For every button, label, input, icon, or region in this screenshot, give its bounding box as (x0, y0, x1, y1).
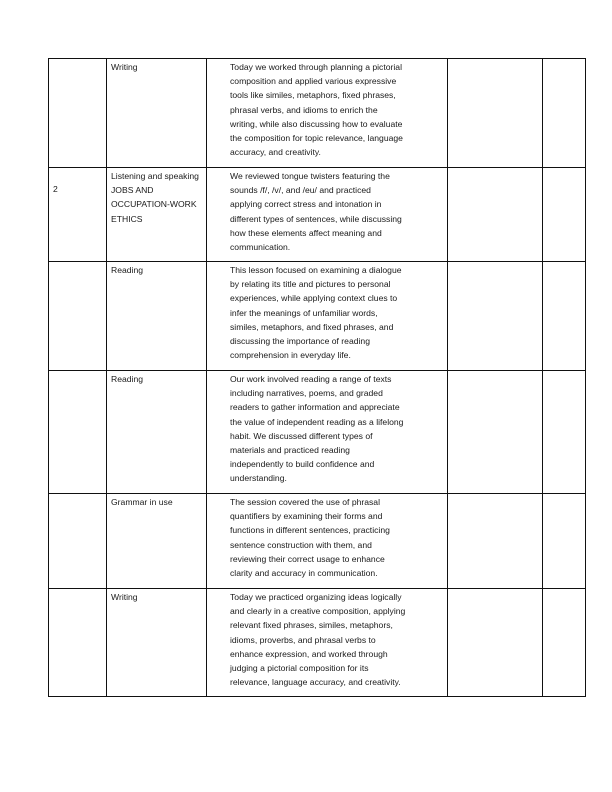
week-number-cell (49, 589, 107, 697)
summary-cell: Today we worked through planning a pictorial composition and applied various expressive tools like similes, metaphors, fixed phrases, phrasal verbs, and idioms to enrich the writing, while also discussing how to evaluate the composition for topic relevance, language accuracy, and creativity. (207, 59, 448, 168)
table-row (49, 59, 586, 168)
lesson-table (48, 58, 586, 697)
empty-cell (543, 494, 586, 589)
summary-cell: Today we practiced organizing ideas logically and clearly in a creative composition, applying relevant fixed phrases, similes, metaphors, idioms, proverbs, and phrasal verbs to enhance expression, and worked through judging a pictorial composition for its relevance, language accuracy, and creativity. (207, 589, 448, 697)
empty-cell (448, 589, 543, 697)
topic-cell: Writing (107, 59, 207, 168)
topic-cell: Reading (107, 371, 207, 494)
table-row (49, 168, 586, 262)
empty-cell (543, 262, 586, 371)
topic-cell: Listening and speaking JOBS AND OCCUPATION-WORK ETHICS (107, 168, 207, 262)
table-row (49, 371, 586, 494)
topic-cell: Writing (107, 589, 207, 697)
empty-cell (543, 589, 586, 697)
empty-cell (543, 371, 586, 494)
week-number-cell (49, 59, 107, 168)
summary-cell: We reviewed tongue twisters featuring the sounds /f/, /v/, and /eu/ and practiced applying correct stress and intonation in different types of sentences, while discussing how these elements affect meaning and communication. (207, 168, 448, 262)
summary-cell: Our work involved reading a range of texts including narratives, poems, and graded readers to gather information and appreciate the value of independent reading as a lifelong habit. We discussed different types of materials and practiced reading independently to build confidence and understanding. (207, 371, 448, 494)
empty-cell (448, 168, 543, 262)
week-number-cell (49, 371, 107, 494)
summary-cell: The session covered the use of phrasal quantifiers by examining their forms and functions in different sentences, practicing sentence construction with them, and reviewing their correct usage to enhance clarity and accuracy in communication. (207, 494, 448, 589)
table-row (49, 262, 586, 371)
empty-cell (448, 262, 543, 371)
empty-cell (543, 59, 586, 168)
week-number-cell (49, 494, 107, 589)
week-number-cell (49, 262, 107, 371)
summary-cell: This lesson focused on examining a dialogue by relating its title and pictures to personal experiences, while applying context clues to infer the meanings of unfamiliar words, similes, metaphors, and fixed phrases, and discussing the importance of reading comprehension in everyday life. (207, 262, 448, 371)
empty-cell (543, 168, 586, 262)
topic-cell: Grammar in use (107, 494, 207, 589)
empty-cell (448, 59, 543, 168)
table-row (49, 494, 586, 589)
empty-cell (448, 494, 543, 589)
empty-cell (448, 371, 543, 494)
table-row (49, 589, 586, 697)
week-number-cell: 2 (49, 168, 107, 262)
topic-cell: Reading (107, 262, 207, 371)
